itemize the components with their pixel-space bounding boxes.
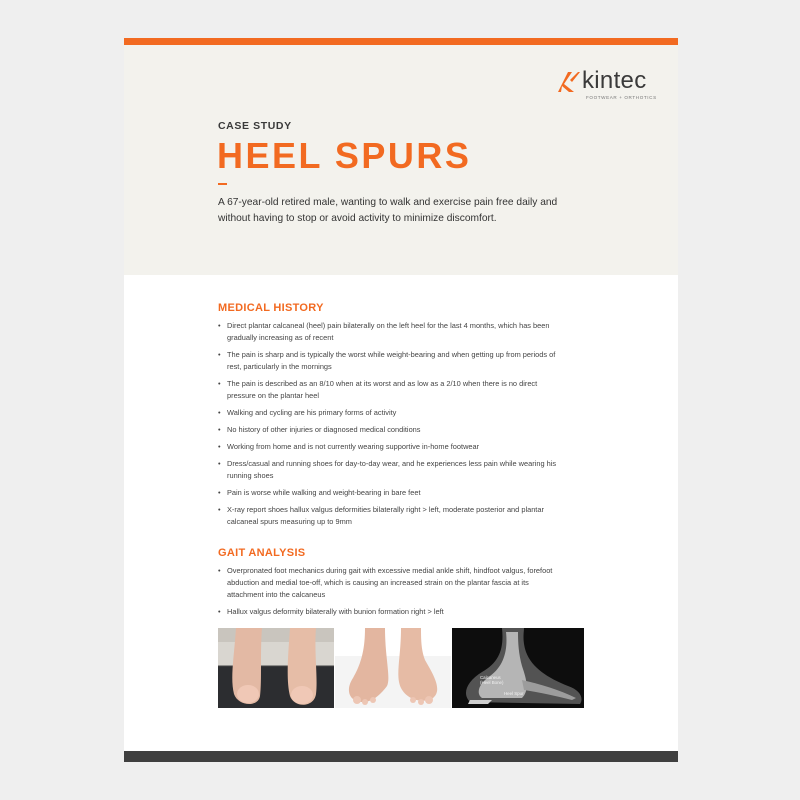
brand-logo xyxy=(556,67,666,104)
list-item: • Pain is worse while walking and weight-bearing in bare feet xyxy=(218,487,563,499)
medical-history-list xyxy=(218,320,563,533)
gait-analysis-heading: GAIT ANALYSIS xyxy=(218,547,306,559)
brand-tagline: FOOTWEAR + ORTHOTICS xyxy=(586,95,657,100)
list-item: • Walking and cycling are his primary forms of activity xyxy=(218,407,563,419)
medical-history-heading: MEDICAL HISTORY xyxy=(218,302,324,314)
top-accent-bar xyxy=(124,38,678,45)
gait-analysis-list xyxy=(218,565,563,623)
intro-text: A 67-year-old retired male, wanting to walk and exercise pain free daily and without having to stop or avoid activity to minimize discomfort. xyxy=(218,197,558,224)
xray-label-heel-bone: (Heel Bone) xyxy=(480,680,504,685)
brand-name: kintec xyxy=(582,67,647,94)
list-item: • Hallux valgus deformity bilaterally with bunion formation right > left xyxy=(218,606,563,618)
page-title: HEEL SPURS xyxy=(217,135,472,176)
eyebrow-label: CASE STUDY xyxy=(218,120,292,132)
xray-label-heel-spur: Heel Spur xyxy=(504,691,524,696)
bottom-bar xyxy=(124,751,678,762)
xray-photo xyxy=(452,628,584,708)
list-item: • Dress/casual and running shoes for day-to-day wear, and he experiences less pain while wearing his running shoes xyxy=(218,458,563,482)
xray-label-calcaneus: Calcaneus xyxy=(480,675,501,680)
list-item: • The pain is described as an 8/10 when at its worst and as low as a 2/10 when there is no direct pressure on the plantar heel xyxy=(218,378,563,402)
front-foot-photo xyxy=(335,628,451,708)
hero-section xyxy=(124,45,678,275)
case-study-page xyxy=(124,38,678,762)
title-divider xyxy=(218,183,227,185)
list-item: • X-ray report shoes hallux valgus deformities bilaterally right > left, moderate posterior and plantar calcaneal spurs measuring up to 9mm xyxy=(218,504,563,528)
list-item: • The pain is sharp and is typically the worst while weight-bearing and when getting up from periods of rest, particularly in the mornings xyxy=(218,349,563,373)
list-item: • Direct plantar calcaneal (heel) pain bilaterally on the left heel for the last 4 months, which has been gradually increasing as of recent xyxy=(218,320,563,344)
list-item: • Overpronated foot mechanics during gait with excessive medial ankle shift, hindfoot valgus, forefoot abduction and medial toe-off, which is causing an increased strain on the plantar fascia at its attachment into the calcaneus xyxy=(218,565,563,601)
rear-foot-photo xyxy=(218,628,334,708)
list-item: • Working from home and is not currently wearing supportive in-home footwear xyxy=(218,441,563,453)
list-item: • No history of other injuries or diagnosed medical conditions xyxy=(218,424,563,436)
photo-strip xyxy=(218,628,584,708)
kintec-logo-icon xyxy=(556,70,580,94)
